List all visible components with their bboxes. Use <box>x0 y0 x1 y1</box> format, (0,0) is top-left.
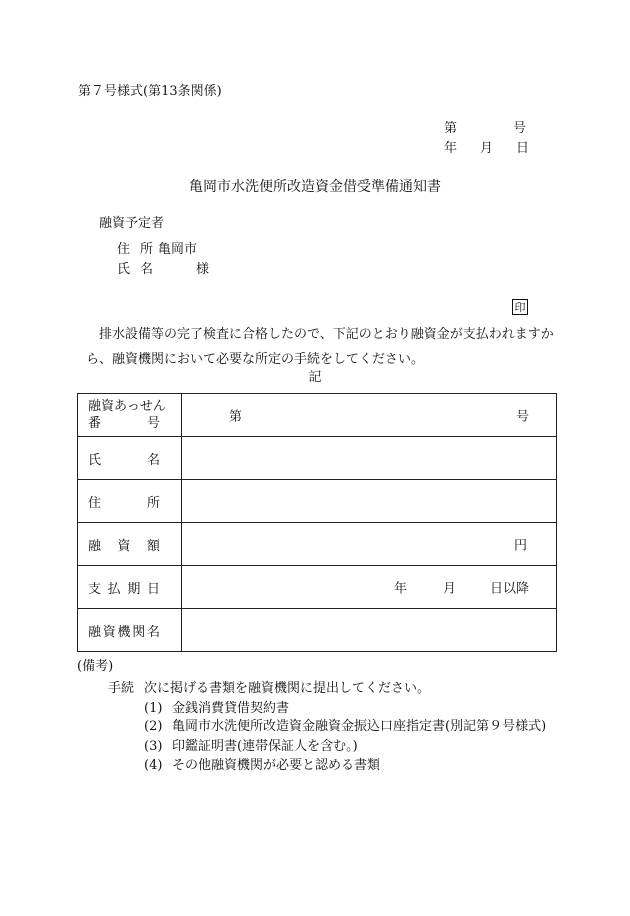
loan-referral-number-field[interactable] <box>182 394 557 437</box>
item-text: 亀岡市水洗便所改造資金融資金振込口座指定書(別記第９号様式) <box>172 719 547 734</box>
yen-unit: 円 <box>514 538 528 554</box>
label-char: 名 <box>146 624 160 640</box>
item-number: (1) <box>144 701 163 716</box>
label-char: 号 <box>146 416 160 431</box>
list-item <box>144 702 289 715</box>
item-number: (3) <box>144 739 163 754</box>
table-row <box>78 523 557 566</box>
year-unit: 年 <box>394 581 408 597</box>
date-year-label: 年 <box>444 141 458 156</box>
label-char: 資 <box>117 538 131 554</box>
form-number-title: 第７号様式(第13条関係) <box>78 84 222 99</box>
document-number-label: 第 <box>444 121 458 136</box>
label-char: 融 <box>88 538 102 554</box>
address-row-label <box>78 480 182 523</box>
recipient-label: 融資予定者 <box>99 216 165 231</box>
name-honorific: 様 <box>196 262 210 277</box>
date-day-label: 日 <box>516 141 530 156</box>
label-char: 額 <box>146 538 160 554</box>
number-suffix: 号 <box>516 409 530 425</box>
document-number-suffix: 号 <box>513 121 527 136</box>
label-char: 資 <box>102 624 116 640</box>
label-char: 日 <box>146 581 160 597</box>
date-month-label: 月 <box>480 141 494 156</box>
payment-date-field[interactable] <box>182 566 557 609</box>
label-char: 関 <box>132 624 146 640</box>
month-unit: 月 <box>443 581 457 597</box>
label-char: 払 <box>107 581 121 597</box>
loan-amount-field[interactable] <box>182 523 557 566</box>
table-row <box>78 566 557 609</box>
label-char: 融 <box>88 624 102 640</box>
table-row <box>78 437 557 480</box>
item-text: 金銭消費貸借契約書 <box>172 701 290 716</box>
table-row <box>78 609 557 652</box>
label-char: 番 <box>88 416 102 431</box>
label-char: 名 <box>146 452 160 468</box>
ki-heading: 記 <box>308 370 322 385</box>
name-label: 氏名 <box>117 262 164 277</box>
list-item <box>144 759 380 772</box>
lender-name-label <box>78 609 182 652</box>
item-text: 印鑑証明書(連帯保証人を含む。) <box>172 739 358 754</box>
loan-detail-table <box>77 393 557 652</box>
table-row <box>78 480 557 523</box>
label-char: 氏 <box>88 452 102 468</box>
table-row <box>78 394 557 437</box>
name-row-label <box>78 437 182 480</box>
day-unit: 日以降 <box>490 581 530 597</box>
item-number: (2) <box>144 719 163 734</box>
item-number: (4) <box>144 758 163 773</box>
address-field[interactable] <box>182 480 557 523</box>
payment-date-label <box>78 566 182 609</box>
label-char: 支 <box>88 581 102 597</box>
label-char: 期 <box>127 581 141 597</box>
procedure-label: 手続 <box>108 681 135 696</box>
label-char: 所 <box>146 495 160 511</box>
loan-referral-number-label <box>78 394 182 437</box>
label-line: 融資あっせん <box>88 399 166 414</box>
document-title: 亀岡市水洗便所改造資金借受準備通知書 <box>189 179 441 195</box>
procedure-text: 次に掲げる書類を融資機関に提出してください。 <box>144 681 431 696</box>
list-item <box>144 740 358 753</box>
loan-amount-label <box>78 523 182 566</box>
lender-name-field[interactable] <box>182 609 557 652</box>
address-value: 亀岡市 <box>158 242 198 257</box>
number-prefix: 第 <box>229 409 243 425</box>
item-text: その他融資機関が必要と認める書類 <box>172 758 381 773</box>
label-line <box>88 415 160 432</box>
seal-mark: 印 <box>512 299 528 315</box>
notes-heading: (備考) <box>77 659 114 674</box>
label-char: 機 <box>117 624 131 640</box>
label-char: 住 <box>88 495 102 511</box>
notice-body-text: 排水設備等の完了検査に合格したので、下記のとおり融資金が支払われますから、融資機関において必要な所定の手続をしてください。 <box>86 327 554 367</box>
name-field[interactable] <box>182 437 557 480</box>
list-item <box>144 720 546 733</box>
address-label: 住所 <box>117 242 164 257</box>
